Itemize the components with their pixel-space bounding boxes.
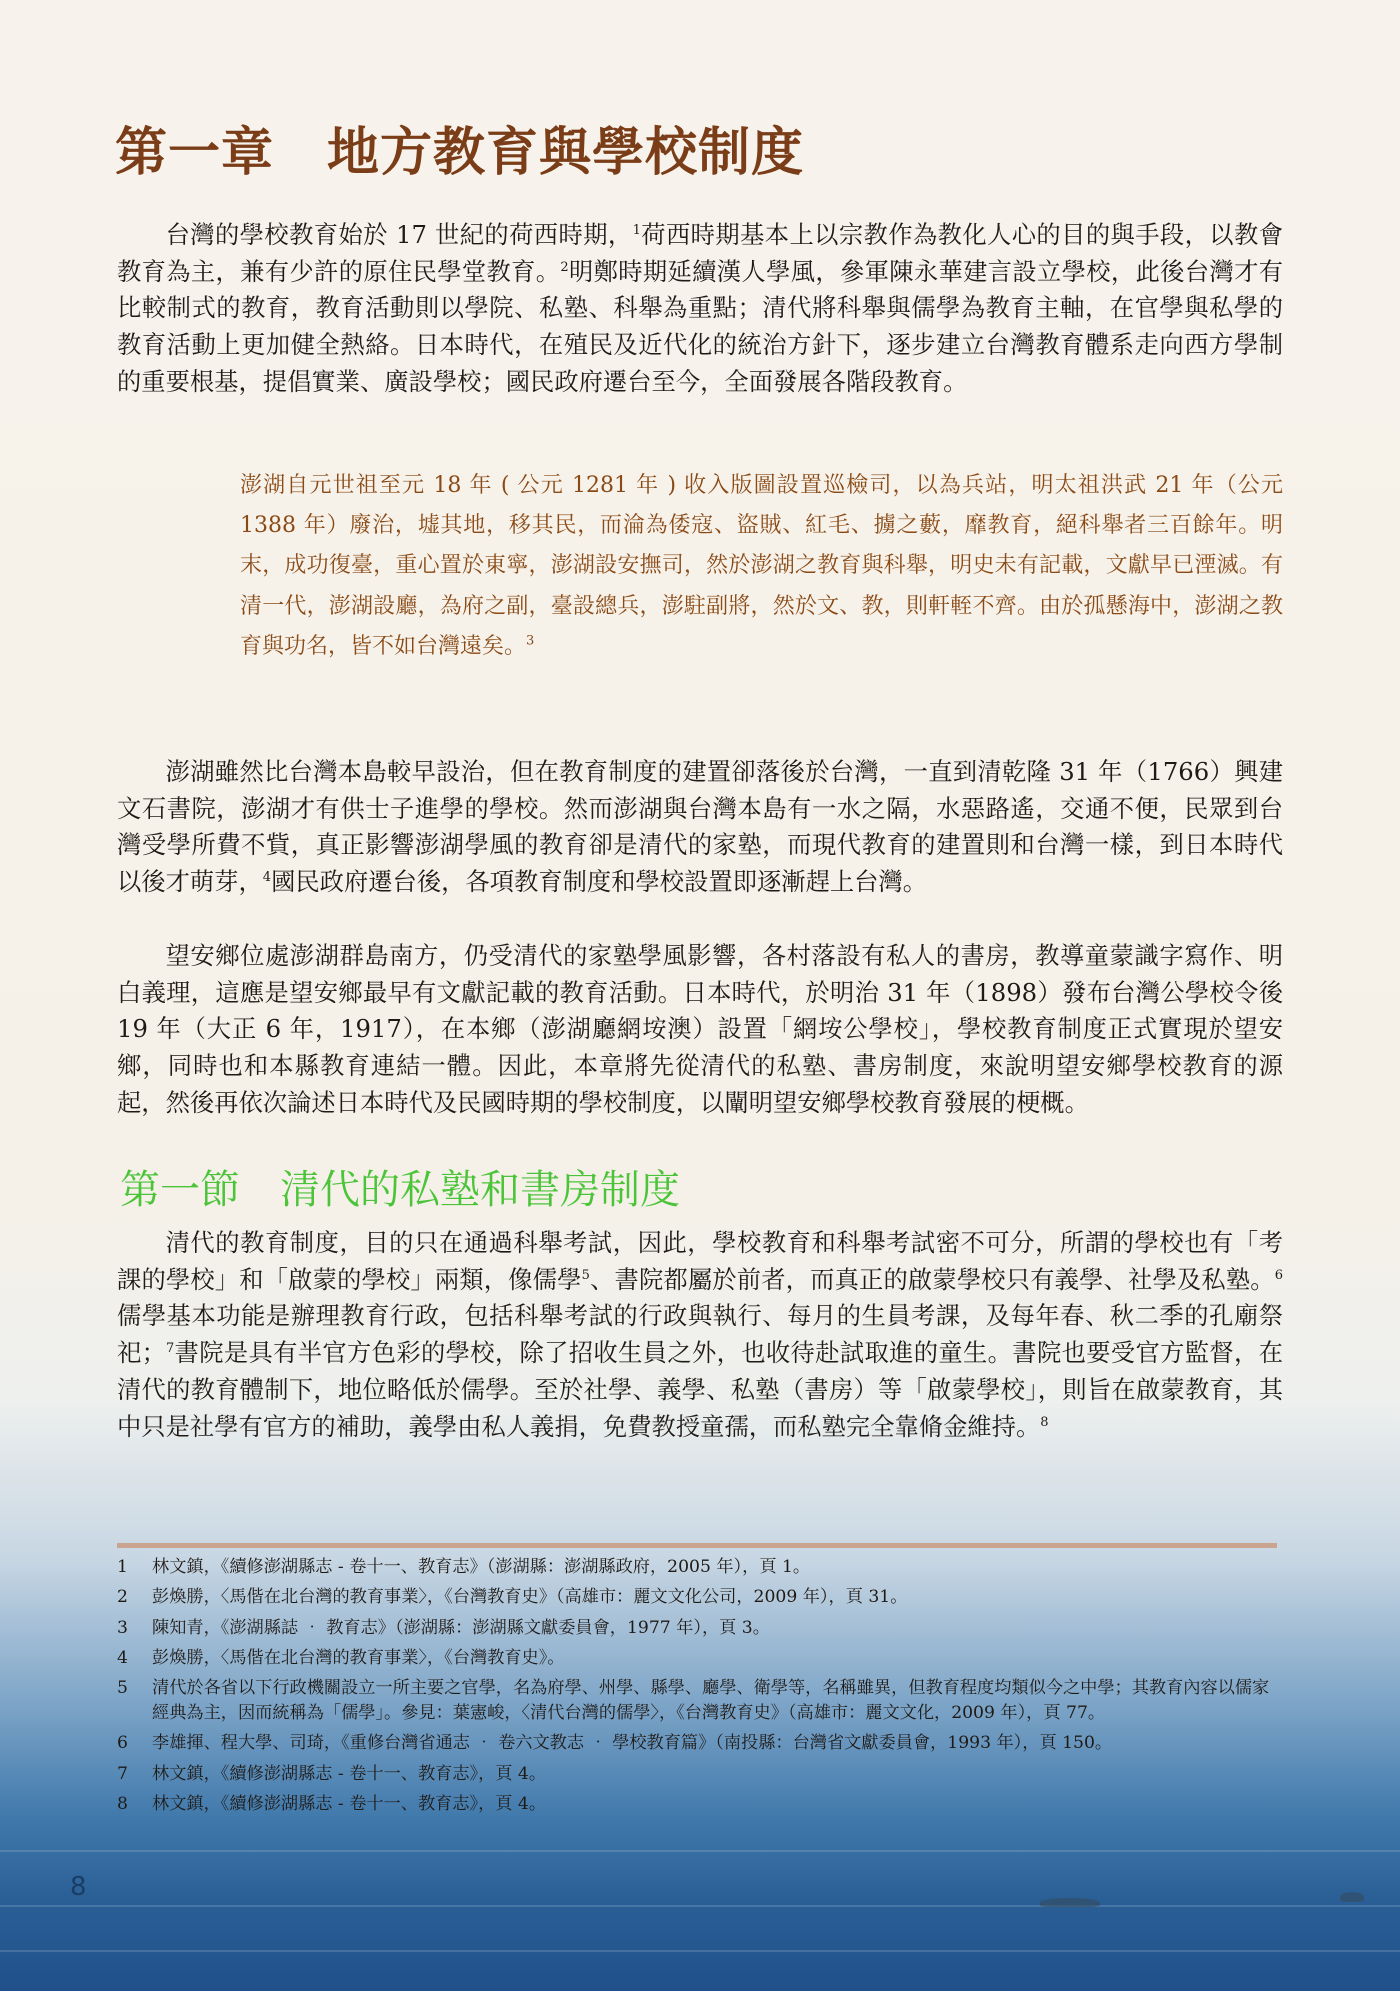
penghu-paragraph xyxy=(117,754,1283,901)
footnote-item xyxy=(117,1676,1283,1726)
quote-text: 澎湖自元世祖至元 18 年 ( 公元 1281 年 ) 收入版圖設置巡檢司，以為兵站，明太祖洪武 21 年（公元 1388 年）廢治，墟其地，移其民，而淪為倭寇、盜賊、紅毛、擄之藪，靡教育，絕科舉者三百餘年。明末，成功復臺，重心置於東寧，澎湖設安撫司，然於澎湖之教育與科舉，明史未有記載，文獻早已湮滅。有清一代，澎湖設廳，為府之副，臺設總兵，澎駐副將，然於文、教，則軒輊不齊。由於孤懸海中，澎湖之教育與功名，皆不如台灣遠矣。 xyxy=(240,473,1283,659)
footnote-ref-8[interactable]: 8 xyxy=(1040,1414,1049,1430)
footnote-item xyxy=(117,1646,1283,1671)
footnote-item xyxy=(117,1616,1283,1641)
footnote-text: 清代於各省以下行政機關設立一所主要之官學，名為府學、州學、縣學、廳學、衛學等，名稱雖異，但教育程度均類似今之中學；其教育內容以儒家經典為主，因而統稱為「儒學」。參見：葉憲峻，〈清代台灣的儒學〉，《台灣教育史》（高雄市：麗文文化，2009 年），頁 77。 xyxy=(152,1678,1270,1723)
footnote-item xyxy=(117,1731,1283,1756)
footnote-ref-4[interactable]: 4 xyxy=(262,870,272,886)
qing-text-c: 儒學基本功能是辦理教育行政，包括科舉考試的行政與執行、每月的生員考課，及每年春、秋二季的孔廟祭祀； xyxy=(117,1301,1283,1368)
footnote-number: 2 xyxy=(117,1587,128,1608)
chapter-title: 第一章 地方教育與學校制度 xyxy=(115,123,805,183)
intro-paragraph xyxy=(117,217,1283,401)
page-number: 8 xyxy=(70,1872,87,1902)
footnote-number: 6 xyxy=(117,1733,128,1754)
intro-text-b: 荷西時期基本上以宗教作為教化人心的目的與手段，以教會教育為主，兼有少許的原住民學堂教育。 xyxy=(117,220,1283,286)
footnote-divider xyxy=(117,1543,1277,1548)
footnote-number: 5 xyxy=(117,1678,128,1699)
footnote-ref-1[interactable]: 1 xyxy=(632,222,641,238)
footnote-number: 7 xyxy=(117,1763,128,1784)
footnote-ref-3[interactable]: 3 xyxy=(526,633,535,649)
footnote-list xyxy=(117,1555,1283,1822)
section-title: 第一節 清代的私塾和書房制度 xyxy=(120,1167,680,1213)
wangan-paragraph xyxy=(117,938,1283,1122)
qing-text-a: 清代的教育制度，目的只在通過科舉考試，因此，學校教育和科舉考試密不可分，所謂的學校也有「考課的學校」和「啟蒙的學校」兩類，像儒學 xyxy=(117,1228,1283,1294)
islet-decoration xyxy=(1040,1898,1100,1907)
qing-text-d: 書院是具有半官方色彩的學校，除了招收生員之外，也收待赴試取進的童生。書院也要受官方監督，在清代的教育體制下，地位略低於儒學。至於社學、義學、私塾（書房）等「啟蒙學校」，則旨在啟蒙教育，其中只是社學有官方的補助，義學由私人義捐，免費教授童孺，而私塾完全靠脩金維持。 xyxy=(117,1338,1283,1441)
footnote-number: 8 xyxy=(117,1793,128,1814)
sea-streak xyxy=(0,1850,1400,1852)
footnote-number: 1 xyxy=(117,1557,128,1577)
footnote-text: 彭煥勝，〈馬偕在北台灣的教育事業〉，《台灣教育史》（高雄市：麗文文化公司，2009 年），頁 31。 xyxy=(152,1587,908,1608)
wangan-text: 望安鄉位處澎湖群島南方，仍受清代的家塾學風影響，各村落設有私人的書房，教導童蒙識字寫作、明白義理，這應是望安鄉最早有文獻記載的教育活動。日本時代，於明治 31 年（1898）發布台灣公學校令後 19 年（大正 6 年，1917），在本鄉（澎湖廳網垵澳）設置「網垵公學校」，學校教育制度正式實現於望安鄉，同時也和本縣教育連結一體。因此，本章將先從清代的私塾、書房制度，來說明望安鄉學校教育的源起，然後再依次論述日本時代及民國時期的學校制度，以闡明望安鄉學校教育發展的梗概。 xyxy=(117,941,1283,1117)
footnote-ref-2[interactable]: 2 xyxy=(560,259,569,275)
footnote-text: 陳知青，《澎湖縣誌 ‧ 教育志》（澎湖縣：澎湖縣文獻委員會，1977 年），頁 3。 xyxy=(152,1617,770,1638)
sea-streak xyxy=(0,1905,1400,1907)
footnote-text: 彭煥勝，〈馬偕在北台灣的教育事業〉，《台灣教育史》。 xyxy=(152,1647,565,1668)
footnote-text: 林文鎮，《續修澎湖縣志 - 卷十一、教育志》，頁 4。 xyxy=(152,1763,547,1784)
qing-text-b: 、書院都屬於前者，而真正的啟蒙學校只有義學、社學及私塾。 xyxy=(589,1264,1275,1294)
footnote-number: 3 xyxy=(117,1617,128,1638)
footnote-item xyxy=(117,1585,1283,1610)
penghu-text-a: 澎湖雖然比台灣本島較早設治，但在教育制度的建置卻落後於台灣，一直到清乾隆 31 年（1766）興建文石書院，澎湖才有供士子進學的學校。然而澎湖與台灣本島有一水之隔，水惡路遙，交通不便，民眾到台灣受學所費不貲，真正影響澎湖學風的教育卻是清代的家塾，而現代教育的建置則和台灣一樣，到日本時代以後才萌芽， xyxy=(117,757,1283,897)
footnote-text: 李雄揮、程大學、司琦，《重修台灣省通志 ‧ 卷六文教志 ‧ 學校教育篇》（南投縣：台灣省文獻委員會，1993 年），頁 150。 xyxy=(152,1733,1113,1754)
footnote-text: 林文鎮，《續修澎湖縣志 - 卷十一、教育志》，頁 4。 xyxy=(152,1793,547,1814)
footnote-ref-7[interactable]: 7 xyxy=(165,1341,175,1357)
penghu-text-b: 國民政府遷台後，各項教育制度和學校設置即逐漸趕上台灣。 xyxy=(271,867,928,897)
footnote-ref-5[interactable]: 5 xyxy=(581,1267,590,1283)
intro-text-a: 台灣的學校教育始於 17 世紀的荷西時期， xyxy=(165,220,633,249)
footnote-number: 4 xyxy=(117,1647,128,1668)
footnote-text: 林文鎮，《續修澎湖縣志 - 卷十一、教育志》（澎湖縣：澎湖縣政府，2005 年），頁 1。 xyxy=(152,1557,811,1577)
footnote-item xyxy=(117,1762,1283,1787)
footnote-item xyxy=(117,1792,1283,1817)
footnote-item xyxy=(117,1555,1283,1580)
block-quote xyxy=(240,466,1283,667)
intro-text-c: 明鄭時期延續漢人學風，參軍陳永華建言設立學校，此後台灣才有比較制式的教育，教育活動則以學院、私塾、科舉為重點；清代將科舉與儒學為教育主軸，在官學與私學的教育活動上更加健全熱絡。日本時代，在殖民及近代化的統治方針下，逐步建立台灣教育體系走向西方學制的重要根基，提倡實業、廣設學校；國民政府遷台至今，全面發展各階段教育。 xyxy=(117,256,1284,396)
qing-paragraph xyxy=(117,1225,1283,1445)
sea-streak xyxy=(0,1950,1400,1952)
islet-decoration xyxy=(1340,1892,1364,1902)
footnote-ref-6[interactable]: 6 xyxy=(1274,1267,1284,1283)
